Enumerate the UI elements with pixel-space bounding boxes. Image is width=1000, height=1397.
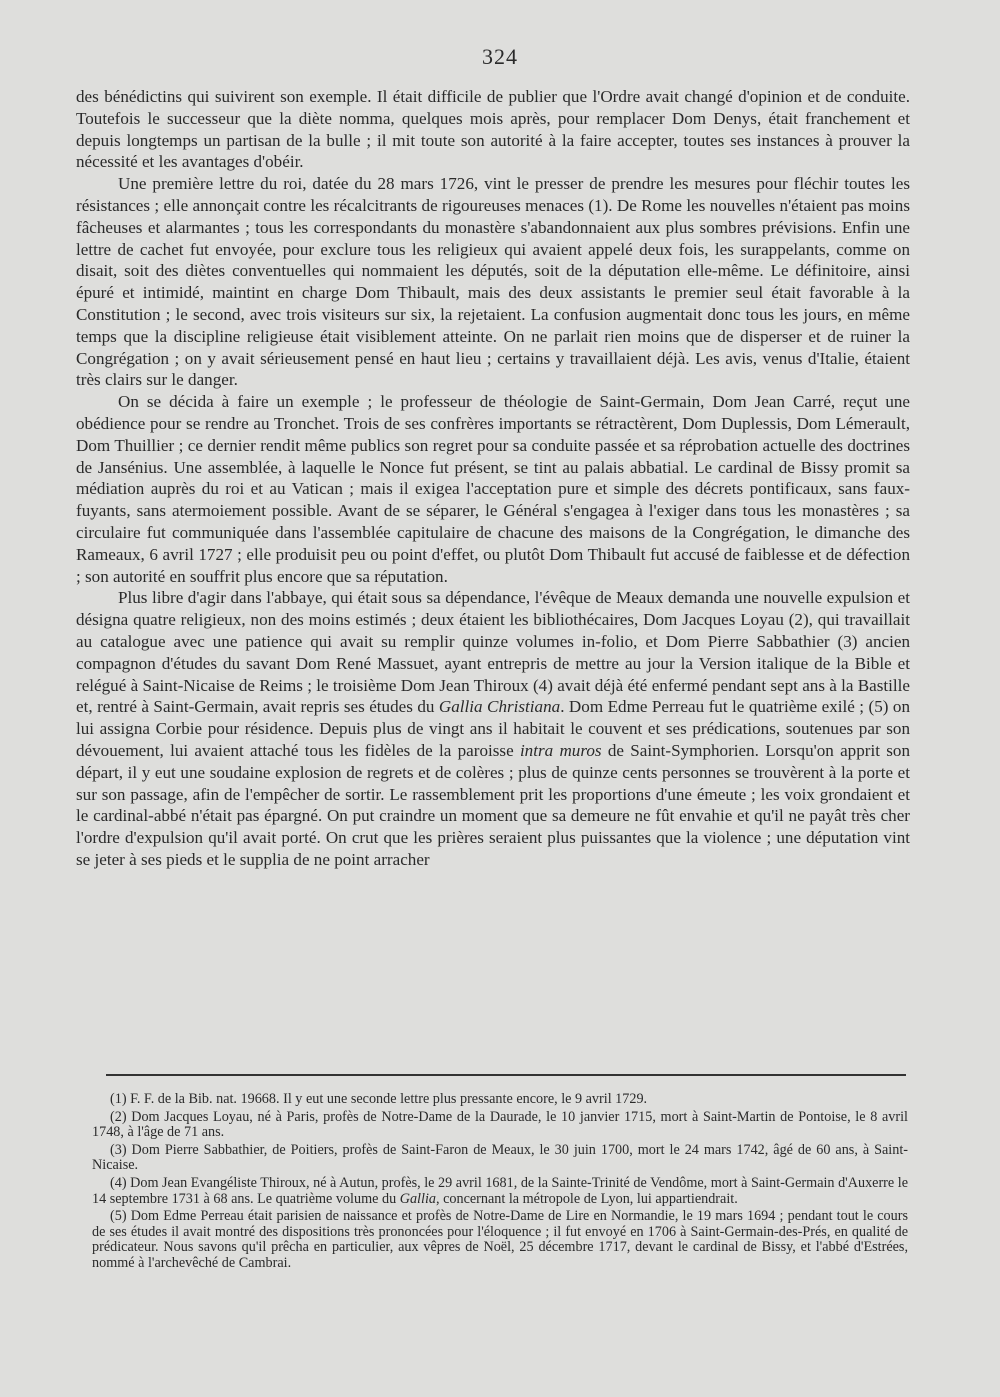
footnotes <box>92 1092 908 1274</box>
paragraph: Une première lettre du roi, datée du 28 mars 1726, vint le presser de prendre les mesures pour fléchir toutes les résistances ; elle annonçait contre les récalcitrants de rigoureuses menaces (1). De Rome les nouvelles n'étaient pas moins fâcheuses et alarmantes ; tous les correspondants du monastère s'abandonnaient aux plus sombres prévisions. Enfin une lettre de cachet fut envoyée, pour exclure tous les religieux qui avaient appelé deux fois, les surappelants, comme on disait, soit des diètes conventuelles qui nommaient les députés, soit de la députation elle-même. Le définitoire, ainsi épuré et intimidé, maintint en charge Dom Thibault, mais des deux assistants le premier seul était favorable à la Constitution ; le second, avec trois visiteurs sur six, la rejetaient. La confusion augmentait donc tous les jours, en même temps que la discipline religieuse était visiblement atteinte. On ne parlait rien moins que de disperser et de ruiner la Congrégation ; on y avait sérieusement pensé en haut lieu ; certains y travaillaient déjà. Les avis, venus d'Italie, étaient très clairs sur le danger. <box>76 174 910 390</box>
main-text <box>76 86 910 871</box>
page-number: 324 <box>482 44 518 69</box>
footnote: (3) Dom Pierre Sabbathier, de Poitiers, profès de Saint-Faron de Meaux, le 30 juin 1700, mort le 24 mars 1742, âgé de 60 ans, à Saint-Nicaise. <box>92 1141 908 1174</box>
footnote: (1) F. F. de la Bib. nat. 19668. Il y eut une seconde lettre plus pressante encore, le 9 avril 1729. <box>110 1091 648 1107</box>
paragraph: des bénédictins qui suivirent son exemple. Il était difficile de publier que l'Ordre avait changé d'opinion et de conduite. Toutefois le successeur que la diète nomma, quelques mois après, pour remplacer Dom Denys, était franchement et depuis longtemps un partisan de la bulle ; il mit toute son autorité à la faire accepter, toutes ses instances à prouver la nécessité et les avantages d'obéir. <box>76 87 910 172</box>
paragraph: Plus libre d'agir dans l'abbaye, qui était sous sa dépendance, l'évêque de Meaux demanda une nouvelle expulsion et désigna quatre religieux, non des moins estimés ; deux étaient les bibliothécaires, Dom Jacques Loyau (2), qui travaillait au catalogue avec une patience qui avait su remplir quinze volumes in-folio, et Dom Pierre Sabbathier (3) ancien compagnon d'études du savant Dom René Massuet, ayant entrepris de mettre au jour la Version italique de la Bible et relégué à Saint-Nicaise de Reims ; le troisième Dom Jean Thiroux (4) avait déjà été enfermé pendant sept ans à la Bastille et, rentré à Saint-Germain, avait repris ses études du Gallia Christiana. Dom Edme Perreau fut le quatrième exilé ; (5) on lui assigna Corbie pour résidence. Depuis plus de vingt ans il habitait le couvent et ses prédications, soutenues par son dévouement, lui avaient attaché tous les fidèles de la paroisse intra muros de Saint-Symphorien. Lorsqu'on apprit son départ, il y eut une soudaine explosion de regrets et de colères ; plus de quinze cents personnes se trouvèrent à la porte et sur son passage, afin de l'empêcher de sortir. Le rassemblement prit les proportions d'une émeute ; les voix grondaient et le cardinal-abbé n'était pas épargné. On put craindre un moment que sa demeure ne fût envahie et qu'il ne payât très cher l'ordre d'expulsion qu'il avait porté. On crut que les prières seraient plus puissantes que la violence ; une députation vint se jeter à ses pieds et le supplia de ne point arracher <box>76 588 910 869</box>
paragraph: On se décida à faire un exemple ; le professeur de théologie de Saint-Germain, Dom Jean Carré, reçut une obédience pour se rendre au Tronchet. Trois de ses confrères importants se rétractèrent, Dom Duplessis, Dom Lémerault, Dom Thuillier ; ce dernier rendit même publics son regret pour sa conduite passée et sa réprobation actuelle des doctrines de Jansénius. Une assemblée, à laquelle le Nonce fut présent, se tint au palais abbatial. Le cardinal de Bissy promit sa médiation auprès du roi et au Vatican ; mais il exigea l'acceptation pure et simple des décrets pontificaux, sans faux-fuyants, sans atermoiement possible. Avant de se séparer, le Général s'engagea à l'exiger dans tous les monastères ; sa circulaire fut communiquée dans l'assemblée capitulaire de chacune des maisons de la Congrégation, le dimanche des Rameaux, 6 avril 1727 ; elle produisit peu ou point d'effet, ou plutôt Dom Thibault fut accusé de faiblesse et de défection ; son autorité en souffrit plus encore que sa réputation. <box>76 392 910 586</box>
footnote: (5) Dom Edme Perreau était parisien de naissance et profès de Notre-Dame de Lire en Normandie, le 19 mars 1694 ; pendant tout le cours de ses études il avait montré des dispositions très prononcées pour l'éloquence ; il fut envoyé en 1706 à Saint-Germain-des-Prés, en qualité de prédicateur. Nous savons qu'il prêcha en particulier, aux vêpres de Noël, 25 décembre 1717, devant le cardinal de Bissy, et l'abbé d'Estrées, nommé à l'archevêché de Cambrai. <box>92 1208 908 1271</box>
italic-phrase: intra muros <box>519 740 602 760</box>
footnote: (2) Dom Jacques Loyau, né à Paris, profès de Notre-Dame de la Daurade, le 10 janvier 1715, mort à Saint-Martin de Pontoise, le 8 avril 1748, à l'âge de 71 ans. <box>92 1108 908 1141</box>
footnote: (4) Dom Jean Evangéliste Thiroux, né à Autun, profès, le 29 avril 1681, de la Sainte-Trinité de Vendôme, mort à Saint-Germain d'Auxerre le 14 septembre 1731 à 68 ans. Le quatrième volume du Gallia, concernant la métropole de Lyon, lui appartiendrait. <box>92 1174 908 1207</box>
italic-title: Gallia Christiana <box>438 697 561 717</box>
footnote-separator <box>106 1074 906 1076</box>
italic-title: Gallia <box>399 1190 436 1207</box>
